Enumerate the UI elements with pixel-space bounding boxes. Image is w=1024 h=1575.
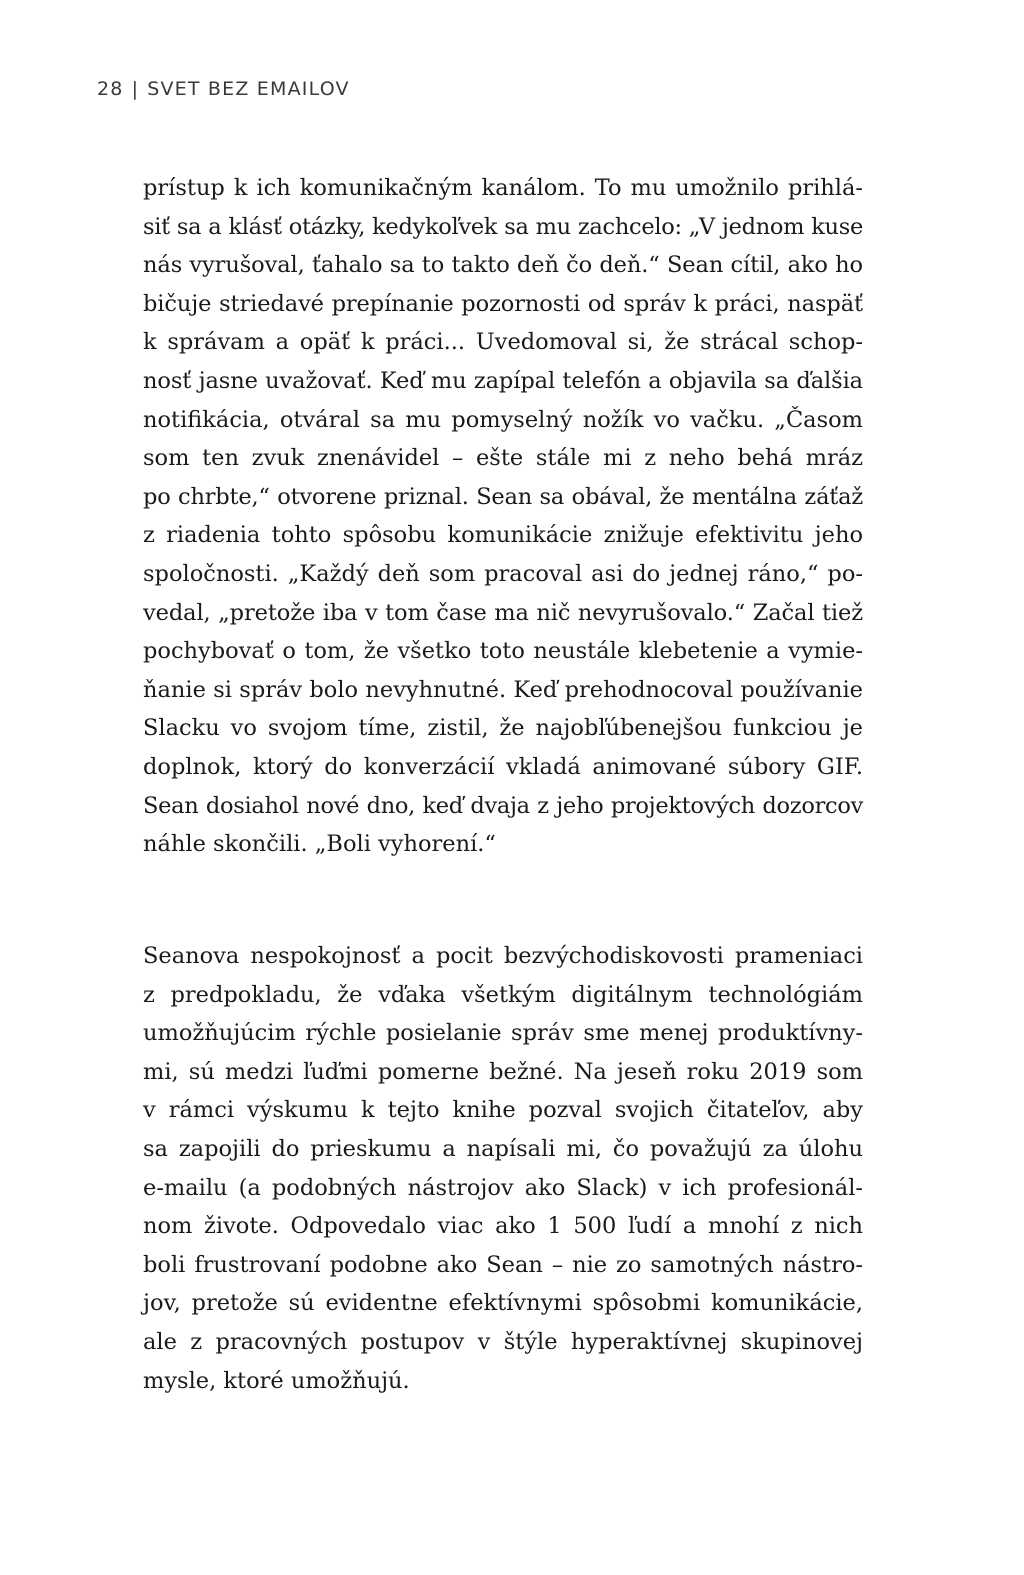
- text-line: nás vyrušoval, ťahalo sa to takto deň čo deň.“ Sean cítil, ako ho: [143, 252, 863, 279]
- running-head: [97, 78, 350, 100]
- text-line: siť sa a klásť otázky, kedykoľvek sa mu zachcelo: „V jednom kuse: [143, 213, 863, 240]
- text-line: z riadenia tohto spôsobu komunikácie znižuje efektivitu jeho: [143, 522, 863, 549]
- text-line: umožňujúcim rýchle posielanie správ sme menej produktívny-: [143, 1020, 863, 1047]
- text-line: nosť jasne uvažovať. Keď mu zapípal telefón a objavila sa ďalšia: [143, 367, 863, 394]
- text-line: z predpokladu, že vďaka všetkým digitálnym technológiám: [143, 981, 863, 1008]
- text-line: ale z pracovných postupov v štýle hyperaktívnej skupinovej: [143, 1328, 863, 1355]
- text-line: prístup k ich komunikačným kanálom. To mu umožnilo prihlá-: [143, 175, 863, 201]
- text-line: nom živote. Odpovedalo viac ako 1 500 ľudí a mnohí z nich: [143, 1213, 863, 1240]
- text-line: ňanie si správ bolo nevyhnutné. Keď prehodnocoval používanie: [143, 676, 863, 703]
- text-line: mi, sú medzi ľuďmi pomerne bežné. Na jeseň roku 2019 som: [143, 1058, 863, 1085]
- text-line: notifikácia, otváral sa mu pomyselný nožík vo vačku. „Časom: [143, 406, 863, 433]
- text-line: Sean dosiahol nové dno, keď dvaja z jeho projektových dozorcov: [143, 792, 863, 819]
- text-line: mysle, ktoré umožňujú.: [143, 1367, 410, 1394]
- text-line: sa zapojili do prieskumu a napísali mi, čo považujú za úlohu: [143, 1135, 863, 1162]
- text-line: Slacku vo svojom tíme, zistil, že najobľúbenejšou funkciou je: [143, 715, 863, 742]
- page-number: 28: [97, 78, 124, 100]
- text-line: jov, pretože sú evidentne efektívnymi spôsobmi komunikácie,: [143, 1290, 863, 1317]
- text-line: som ten zvuk znenávidel – ešte stále mi z neho behá mráz: [143, 445, 863, 472]
- text-line: boli frustrovaní podobne ako Sean – nie zo samotných nástro-: [143, 1251, 863, 1278]
- text-line: po chrbte,“ otvorene priznal. Sean sa obával, že mentálna záťaž: [143, 483, 863, 510]
- text-line: k správam a opäť k práci... Uvedomoval si, že strácal schop-: [143, 329, 863, 356]
- text-line: v rámci výskumu k tejto knihe pozval svojich čitateľov, aby: [143, 1097, 863, 1124]
- text-line: bičuje striedavé prepínanie pozornosti od správ k práci, naspäť: [143, 290, 863, 317]
- text-line: Seanova nespokojnosť a pocit bezvýchodiskovosti prameniaci: [143, 943, 863, 969]
- text-line: náhle skončili. „Boli vyhorení.“: [143, 831, 496, 858]
- text-line: e-mailu (a podobných nástrojov ako Slack) v ich profesionál-: [143, 1174, 863, 1201]
- text-line: pochybovať o tom, že všetko toto neustále klebetenie a vymie-: [143, 638, 863, 665]
- paragraph-1: [143, 169, 863, 864]
- text-line: doplnok, ktorý do konverzácií vkladá animované súbory GIF.: [143, 753, 863, 780]
- text-line: vedal, „pretože iba v tom čase ma nič nevyrušovalo.“ Začal tiež: [143, 599, 863, 626]
- book-title: SVET BEZ EMAILOV: [147, 78, 350, 100]
- paragraph-2: [143, 937, 863, 1400]
- header-separator: |: [131, 78, 140, 100]
- text-line: spoločnosti. „Každý deň som pracoval asi do jednej ráno,“ po-: [143, 560, 863, 587]
